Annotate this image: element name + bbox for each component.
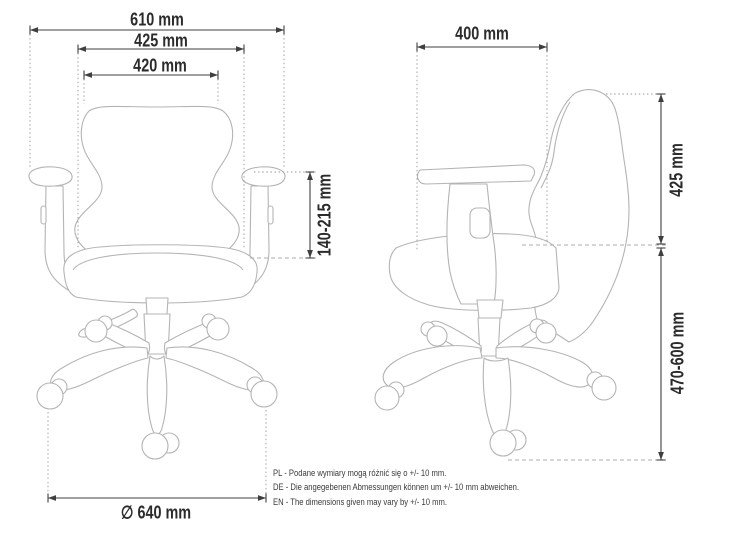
front-left-armrest-button	[41, 206, 46, 224]
front-view-chair-drawing	[29, 106, 285, 459]
front-armrest-height-label: 140-215 mm	[314, 173, 335, 257]
side-backrest-height-label: 425 mm	[666, 143, 687, 197]
tolerance-note-en: EN - The dimensions given may vary by +/- 10 mm.	[273, 496, 447, 507]
front-gas-cylinder-cap	[146, 298, 168, 314]
tolerance-note-pl: PL - Podane wymiary mogą różnić się o +/- 10 mm.	[273, 468, 447, 478]
front-left-armrest-pad	[29, 167, 72, 186]
side-seat-depth-label: 400 mm	[455, 23, 509, 44]
front-backrest-width-label: 425 mm	[134, 30, 188, 51]
side-seat-height-label: 470-600 mm	[667, 311, 688, 395]
front-base-diameter-label: ∅ 640 mm	[120, 502, 192, 523]
tolerance-notes	[273, 466, 519, 509]
front-right-armrest-pad	[242, 167, 285, 186]
front-right-armrest-button	[268, 206, 273, 224]
front-overall-width-label: 610 mm	[130, 9, 184, 30]
tolerance-note-de: DE - Die angegebenen Abmessungen können um +/- 10 mm abweichen.	[273, 482, 520, 493]
front-backrest	[75, 106, 239, 258]
side-gas-cylinder-cap	[477, 300, 503, 318]
side-view-chair-drawing	[375, 90, 629, 456]
side-armrest-adjust-hole	[470, 208, 490, 238]
front-backrest-top-width-label: 420 mm	[133, 55, 187, 76]
side-armrest-support	[447, 184, 496, 304]
side-armrest-pad	[418, 165, 535, 184]
